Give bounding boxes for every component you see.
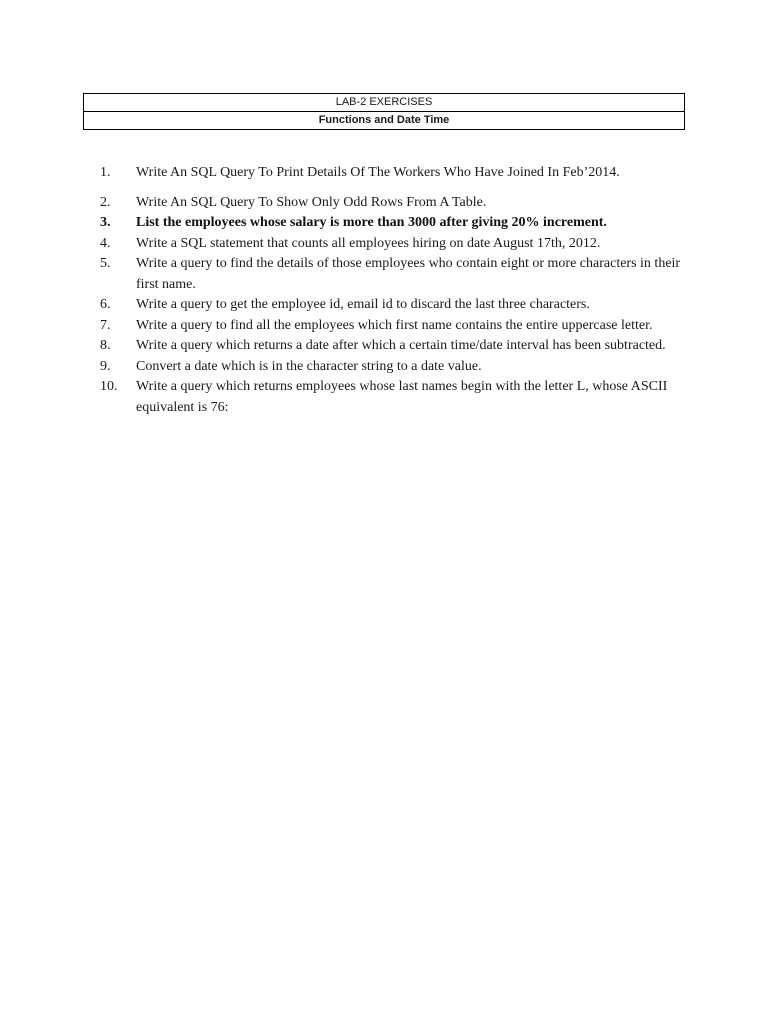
exercise-number: 9. [100,358,111,374]
exercise-text: Write a query to find all the employees which first name contains the entire uppercase letter. [136,317,653,333]
exercise-item-10 [100,377,690,418]
exercise-text: Write a query which returns employees whose last names begin with the letter L, whose ASCII equivalent is 76: [136,379,668,415]
exercise-number: 5. [100,256,111,271]
exercise-text: Write a query to find the details of those employees who contain eight or more characters in their first name. [136,256,681,292]
exercise-item-6 [100,295,690,316]
exercise-text: Write a SQL statement that counts all employees hiring on date August 17th, 2012. [136,235,601,251]
exercise-number: 10. [100,379,118,394]
exercise-item-1 [100,163,690,184]
exercise-text: Write An SQL Query To Show Only Odd Rows From A Table. [136,194,487,210]
lab-header-table [83,93,685,130]
exercise-text: Write a query to get the employee id, email id to discard the last three characters. [136,297,590,312]
header-title-row [84,94,685,112]
exercise-number: 2. [100,194,111,210]
exercise-text: Write An SQL Query To Print Details Of The Workers Who Have Joined In Feb’2014. [136,165,620,180]
exercise-number: 6. [100,297,111,312]
exercise-item-2 [100,193,690,214]
exercise-text: List the employees whose salary is more than 3000 after giving 20% increment. [136,215,607,230]
exercise-number: 1. [100,165,111,180]
exercise-number: 8. [100,338,111,353]
exercise-number: 4. [100,235,111,251]
exercise-item-8 [100,336,690,357]
lab-title: LAB-2 EXERCISES [84,94,685,112]
exercise-text: Convert a date which is in the character string to a date value. [136,358,482,374]
exercise-item-9 [100,357,690,378]
exercise-list [100,163,690,418]
exercise-item-7 [100,316,690,337]
header-subtitle-row [84,112,685,130]
exercise-item-4 [100,234,690,255]
exercise-text: Write a query which returns a date after which a certain time/date interval has been subtracted. [136,338,666,353]
exercise-number: 7. [100,317,111,333]
exercise-number: 3. [100,215,111,230]
exercise-item-3 [100,213,690,234]
exercise-item-5 [100,254,690,295]
lab-subtitle: Functions and Date Time [84,112,685,130]
